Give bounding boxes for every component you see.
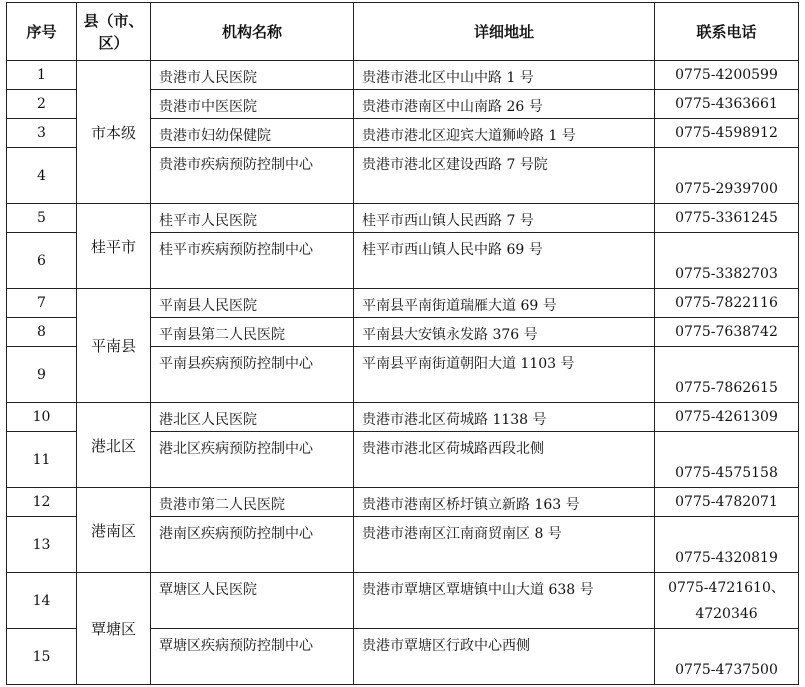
county-cell: 港北区 <box>77 403 151 488</box>
institution-phone: 0775-4261309 <box>655 403 799 432</box>
institution-phone <box>655 573 799 629</box>
institution-phone: 0775-4782071 <box>655 488 799 517</box>
institution-phone: 0775-7862615 <box>655 347 799 403</box>
institution-name: 覃塘区疾病预防控制中心 <box>151 629 354 685</box>
institution-address: 贵港市港南区中山南路 26 号 <box>354 90 655 119</box>
institution-address: 平南县大安镇永发路 376 号 <box>354 318 655 347</box>
phone-line-1: 0775-4721610、 <box>668 579 785 596</box>
institution-phone: 0775-4598912 <box>655 119 799 148</box>
row-index: 9 <box>7 347 77 403</box>
table-row <box>7 204 799 233</box>
row-index: 5 <box>7 204 77 233</box>
institution-name: 平南县疾病预防控制中心 <box>151 347 354 403</box>
institution-address: 贵港市覃塘区行政中心西侧 <box>354 629 655 685</box>
institution-phone: 0775-2939700 <box>655 148 799 204</box>
institution-name: 贵港市妇幼保健院 <box>151 119 354 148</box>
row-index: 2 <box>7 90 77 119</box>
institution-address: 桂平市西山镇人民西路 7 号 <box>354 204 655 233</box>
table-row <box>7 488 799 517</box>
row-index: 11 <box>7 432 77 488</box>
phone-line-2: 4720346 <box>695 605 758 622</box>
table-row <box>7 289 799 318</box>
institution-phone: 0775-4575158 <box>655 432 799 488</box>
header-index: 序号 <box>7 3 77 61</box>
row-index: 7 <box>7 289 77 318</box>
institution-phone: 0775-3382703 <box>655 233 799 289</box>
institution-name: 桂平市人民医院 <box>151 204 354 233</box>
institution-phone: 0775-4200599 <box>655 61 799 90</box>
row-index: 13 <box>7 517 77 573</box>
row-index: 6 <box>7 233 77 289</box>
institution-address: 贵港市港北区中山中路 1 号 <box>354 61 655 90</box>
institution-name: 覃塘区人民医院 <box>151 573 354 629</box>
institution-name: 平南县人民医院 <box>151 289 354 318</box>
institution-address: 平南县平南街道朝阳大道 1103 号 <box>354 347 655 403</box>
county-cell: 港南区 <box>77 488 151 573</box>
county-cell: 市本级 <box>77 61 151 204</box>
institution-phone: 0775-4320819 <box>655 517 799 573</box>
header-phone: 联系电话 <box>655 3 799 61</box>
row-index: 10 <box>7 403 77 432</box>
institution-name: 贵港市人民医院 <box>151 61 354 90</box>
header-row <box>7 3 799 61</box>
institution-phone: 0775-7822116 <box>655 289 799 318</box>
institution-name: 贵港市第二人民医院 <box>151 488 354 517</box>
header-address: 详细地址 <box>354 3 655 61</box>
row-index: 1 <box>7 61 77 90</box>
table-row <box>7 61 799 90</box>
header-name: 机构名称 <box>151 3 354 61</box>
institution-name: 港北区人民医院 <box>151 403 354 432</box>
institution-address: 贵港市港北区迎宾大道狮岭路 1 号 <box>354 119 655 148</box>
row-index: 3 <box>7 119 77 148</box>
institution-address: 贵港市港南区桥圩镇立新路 163 号 <box>354 488 655 517</box>
institution-name: 平南县第二人民医院 <box>151 318 354 347</box>
header-county <box>77 3 151 61</box>
institution-address: 平南县平南街道瑞雁大道 69 号 <box>354 289 655 318</box>
institution-phone: 0775-7638742 <box>655 318 799 347</box>
institution-name: 贵港市疾病预防控制中心 <box>151 148 354 204</box>
header-county-text: 县（市、区） <box>83 11 144 52</box>
county-cell: 桂平市 <box>77 204 151 289</box>
institution-address: 桂平市西山镇人民中路 69 号 <box>354 233 655 289</box>
institution-address: 贵港市覃塘区覃塘镇中山大道 638 号 <box>354 573 655 629</box>
county-cell: 覃塘区 <box>77 573 151 685</box>
institution-address: 贵港市港北区荷城路 1138 号 <box>354 403 655 432</box>
row-index: 14 <box>7 573 77 629</box>
institution-name: 港南区疾病预防控制中心 <box>151 517 354 573</box>
institution-name: 桂平市疾病预防控制中心 <box>151 233 354 289</box>
institution-name: 贵港市中医医院 <box>151 90 354 119</box>
institution-phone: 0775-3361245 <box>655 204 799 233</box>
institution-address: 贵港市港北区建设西路 7 号院 <box>354 148 655 204</box>
institution-address: 贵港市港南区江南商贸南区 8 号 <box>354 517 655 573</box>
institution-table <box>6 2 799 685</box>
row-index: 8 <box>7 318 77 347</box>
row-index: 4 <box>7 148 77 204</box>
institution-phone: 0775-4737500 <box>655 629 799 685</box>
institution-phone: 0775-4363661 <box>655 90 799 119</box>
table-row <box>7 403 799 432</box>
institution-address: 贵港市港北区荷城路西段北侧 <box>354 432 655 488</box>
institution-name: 港北区疾病预防控制中心 <box>151 432 354 488</box>
row-index: 15 <box>7 629 77 685</box>
row-index: 12 <box>7 488 77 517</box>
county-cell: 平南县 <box>77 289 151 403</box>
table-row <box>7 573 799 629</box>
